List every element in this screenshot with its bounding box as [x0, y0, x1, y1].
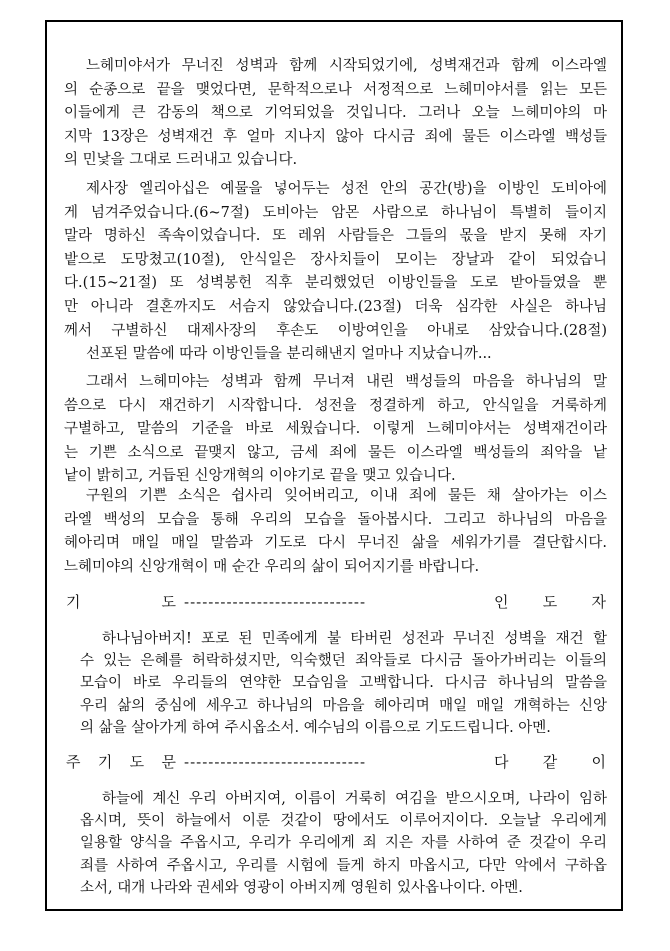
heading-char: 다: [494, 753, 509, 771]
text-line: 께서 구별하신 대제사장의 후손도 이방여인을 아내로 삼았습니다.(28절): [64, 322, 607, 339]
heading-char: 도: [129, 753, 145, 771]
text-line: 말라 명하신 족속이었습니다. 또 레위 사람들은 그들의 몫을 받지 못해 자기: [64, 228, 607, 245]
text-line: 의 민낯을 그대로 드러내고 있습니다.: [64, 152, 298, 169]
heading-char: 자: [591, 593, 606, 611]
text-line: 느헤미야의 신앙개혁이 매 순간 우리의 삶이 되어지기를 바랍니다.: [64, 558, 480, 575]
heading-dashes: ------------------------------: [184, 592, 367, 611]
text-line: 느헤미야서가 무너진 성벽과 함께 시작되었기에, 성벽재건과 함께 이스라엘: [86, 58, 607, 74]
text-line: 하나님아버지! 포로 된 민족에게 불 타버린 성전과 무너진 성벽을 재건 할: [102, 631, 607, 647]
text-line: 하늘에 계신 우리 아버지여, 이름이 거룩히 여김을 받으시오며, 나라이 임하: [102, 791, 607, 807]
heading-char: 주: [66, 753, 81, 771]
text-line: 구별하고, 말씀의 기준을 바로 세웠습니다. 이렇게 느헤미야서는 성벽재건이라: [64, 421, 607, 438]
prayer-text: [80, 628, 607, 739]
text-line: 밭으로 도망쳤고(10절), 안식일은 장사치들이 모이는 장날과 같이 되었습니: [64, 251, 607, 268]
lords-prayer-text: [80, 788, 607, 899]
text-line: 씀으로 다시 재건하기 시작합니다. 성전을 정결하게 하고, 안식일을 거룩하게: [64, 397, 607, 414]
heading-char: 기: [97, 753, 113, 771]
text-line: 라엘 백성의 모습을 통해 우리의 모습을 돌아봅시다. 그리고 하나님의 마음을: [64, 511, 607, 528]
text-line: 는 기쁜 소식으로 끝맺지 않고, 금세 죄에 물든 이스라엘 백성들의 죄악을 낱: [64, 444, 607, 461]
text-line: 이들에게 큰 감동의 책으로 기억되었을 것입니다. 그러나 오늘 느헤미야의 마: [64, 105, 607, 122]
text-line: 의 삶을 살아가게 하여 주시옵소서. 예수님의 이름으로 기도드립니다. 아멘.: [80, 719, 551, 736]
paragraph-4: [64, 485, 607, 579]
text-line: 헤아리며 매일 매일 말씀과 기도로 다시 무너진 삶을 세워가기를 결단합시다.: [64, 535, 607, 552]
text-line: 소서, 대개 나라와 권세와 영광이 아버지께 영원히 있사옵나이다. 아멘.: [80, 879, 523, 896]
heading-char: 같: [542, 753, 558, 771]
prayer-title: [66, 591, 176, 612]
text-line: 죄를 사하여 주옵시고, 우리를 시험에 들게 하지 마옵시고, 다만 악에서 구하옵: [80, 857, 607, 874]
text-line: 제사장 엘리아십은 예물을 넣어두는 성전 안의 공간(방)을 이방인 도비아에: [86, 181, 607, 197]
heading-dashes: ------------------------------: [184, 752, 367, 771]
text-line: 일용할 양식을 주옵시고, 우리가 우리에게 죄 지은 자를 사하여 준 것같이 우리: [80, 835, 607, 852]
text-line: 의 순종으로 끝을 맺었다면, 문학적으로나 서정적으로 느헤미야서를 읽는 모든: [64, 81, 607, 98]
text-line: 게 넘겨주었습니다.(6~7절) 도비아는 암몬 사람으로 하나님이 특별히 들이지: [64, 204, 607, 221]
text-line: 만 아니라 결혼까지도 서슴지 않았습니다.(23절) 더욱 심각한 사실은 하나님: [64, 298, 607, 315]
lords-prayer-leader: [494, 751, 606, 772]
paragraph-3: [64, 371, 607, 489]
heading-char: 인: [494, 593, 509, 611]
text-line: 우리 삶의 중심에 세우고 하나님의 마음을 헤아리며 매일 매일 개혁하는 신앙: [80, 697, 607, 714]
lords-prayer-heading: [66, 751, 606, 772]
heading-char: 문: [161, 753, 176, 771]
text-line: 낱이 밝히고, 거듭된 신앙개혁의 이야기로 끝을 맺고 있습니다.: [64, 468, 456, 485]
prayer-leader: [494, 591, 606, 612]
text-line: 구원의 기쁜 소식은 쉽사리 잊어버리고, 이내 죄에 물든 채 살아가는 이스: [86, 488, 607, 504]
text-line: 선포된 말씀에 따라 이방인들을 분리해낸지 얼마나 지났습니까...: [86, 346, 492, 363]
text-line: 모습이 바로 우리들의 연약한 모습임을 고백합니다. 다시금 하나님의 말씀을: [80, 675, 607, 692]
paragraph-1: [64, 55, 607, 173]
text-line: 다.(15~21절) 또 성벽봉헌 직후 분리했었던 이방인들을 도로 받아들였을 뿐: [64, 275, 607, 292]
lords-prayer-title: [66, 751, 176, 772]
text-line: 수 있는 은혜를 허락하셨지만, 익숙했던 죄악들로 다시금 돌아가버리는 이들의: [80, 653, 607, 670]
text-line: 옵시며, 뜻이 하늘에서 이룬 것같이 땅에서도 이루어지이다. 오늘날 우리에게: [80, 813, 607, 830]
paragraph-2: [64, 178, 607, 367]
text-line: 지막 13장은 성벽재건 후 얼마 지나지 않아 다시금 죄에 물든 이스라엘 백성들: [64, 128, 607, 145]
text-line: 그래서 느헤미야는 성벽과 함께 무너져 내린 백성들의 마음을 하나님의 말: [86, 374, 607, 390]
heading-char: 기: [66, 593, 81, 611]
heading-char: 도: [542, 593, 558, 611]
heading-char: 도: [161, 593, 176, 611]
heading-char: 이: [591, 753, 606, 771]
prayer-heading: [66, 591, 606, 612]
